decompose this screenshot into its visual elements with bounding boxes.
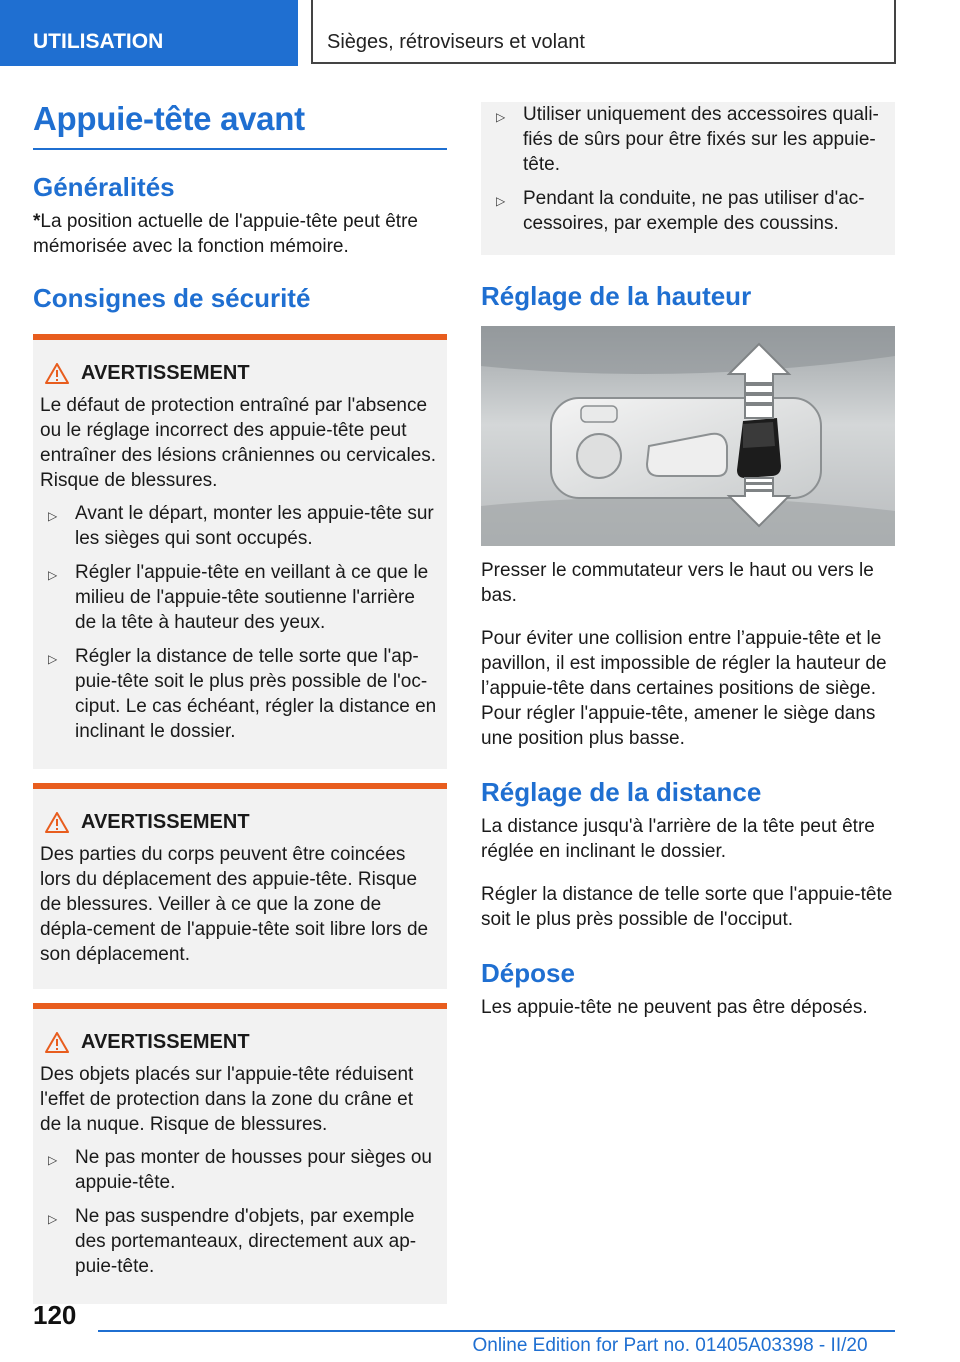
page-number: 120 [33, 1300, 77, 1330]
left-column [33, 100, 447, 1304]
warning-title: AVERTISSEMENT [81, 1031, 250, 1053]
height-text-1: Presser le commutateur vers le haut ou vers le bas. [481, 560, 874, 606]
triangle-right-icon: ▷ [48, 1153, 58, 1167]
distance-text-2: Régler la distance de telle sorte que l'appuie-tête soit le plus près possible de l'occiput. [481, 884, 893, 930]
list-item: ▷ Pendant la conduite, ne pas utiliser d'ac-cessoires, par exemple des coussins. [496, 188, 865, 234]
chapter-title: Sièges, rétroviseurs et volant [311, 0, 896, 64]
section-tab[interactable]: UTILISATION [0, 0, 298, 66]
page-title: Appuie-tête avant [33, 100, 447, 150]
list-item: ▷ Ne pas suspendre d'objets, par exemple des portemanteaux, directement aux ap-puie-tête. [48, 1206, 417, 1277]
warning-box-1 [33, 334, 447, 769]
page-header [0, 0, 960, 66]
height-heading: Réglage de la hauteur [481, 281, 752, 311]
warning-text: Le défaut de protection entraîné par l'absence ou le réglage incorrect des appuie-tête peut entraîner des lésions crâniennes ou cervicales. Risque de blessures. [40, 395, 437, 491]
warning-box-2 [33, 783, 447, 989]
footer-divider [98, 1330, 895, 1332]
height-text-2: Pour éviter une collision entre l’appuie-tête et le pavillon, il est impossible de régler la hauteur de l’appuie-tête dans certaines positions de siège. Pour régler l'appuie-tête, amener le siège dans une position plus basse. [481, 628, 887, 749]
warning-title: AVERTISSEMENT [81, 362, 250, 384]
headrest-switch-photo [481, 326, 895, 546]
removal-heading: Dépose [481, 958, 575, 988]
general-heading: Généralités [33, 172, 175, 202]
distance-text-1: La distance jusqu'à l'arrière de la tête peut être réglée en inclinant le dossier. [481, 816, 875, 862]
warning-triangle-icon [45, 812, 69, 833]
triangle-right-icon: ▷ [48, 1212, 58, 1226]
warning-box-3-continued [481, 102, 895, 255]
warning-text: Des objets placés sur l'appuie-tête réduisent l'effet de protection dans la zone du crâne et de la nuque. Risque de blessures. [40, 1064, 414, 1135]
footer-edition[interactable]: Online Edition for Part no. 01405A03398 - II/20 [472, 1335, 868, 1356]
list-item: ▷ Avant le départ, monter les appuie-tête sur les sièges qui sont occupés. [48, 503, 434, 549]
warning-triangle-icon [45, 1032, 69, 1053]
warning-triangle-icon [45, 363, 69, 384]
triangle-right-icon: ▷ [48, 568, 58, 582]
warning-list [40, 1145, 439, 1279]
triangle-right-icon: ▷ [48, 509, 58, 523]
safety-heading: Consignes de sécurité [33, 283, 311, 313]
warning-list [488, 102, 887, 236]
list-item: ▷ Régler la distance de telle sorte que l'ap-puie-tête soit le plus près possible de l'oc-ciput. Le cas échéant, régler la distance en inclinant le dossier. [48, 646, 437, 742]
warning-box-3 [33, 1003, 447, 1304]
triangle-right-icon: ▷ [496, 110, 506, 124]
list-item: ▷ Utiliser uniquement des accessoires quali-fiés de sûrs pour être fixés sur les appuie-tête. [496, 104, 879, 175]
warning-title: AVERTISSEMENT [81, 811, 250, 833]
triangle-right-icon: ▷ [496, 194, 506, 208]
removal-text: Les appuie-tête ne peuvent pas être déposés. [481, 997, 868, 1018]
warning-list [40, 501, 439, 744]
distance-heading: Réglage de la distance [481, 777, 762, 807]
general-text: *La position actuelle de l'appuie-tête peut être mémorisée avec la fonction mémoire. [33, 211, 418, 257]
right-column [481, 102, 895, 1020]
list-item: ▷ Ne pas monter de housses pour sièges ou appuie-tête. [48, 1147, 432, 1193]
warning-text: Des parties du corps peuvent être coincées lors du déplacement des appuie-tête. Risque de blessures. Veiller à ce que la zone de dépla-cement de l'appuie-tête soit libre lors de son déplacement. [40, 844, 429, 965]
optional-equipment-star: * [33, 211, 41, 232]
triangle-right-icon: ▷ [48, 652, 58, 666]
list-item: ▷ Régler l'appuie-tête en veillant à ce que le milieu de l'appuie-tête soutienne l'arrière de la tête à hauteur des yeux. [48, 562, 429, 633]
